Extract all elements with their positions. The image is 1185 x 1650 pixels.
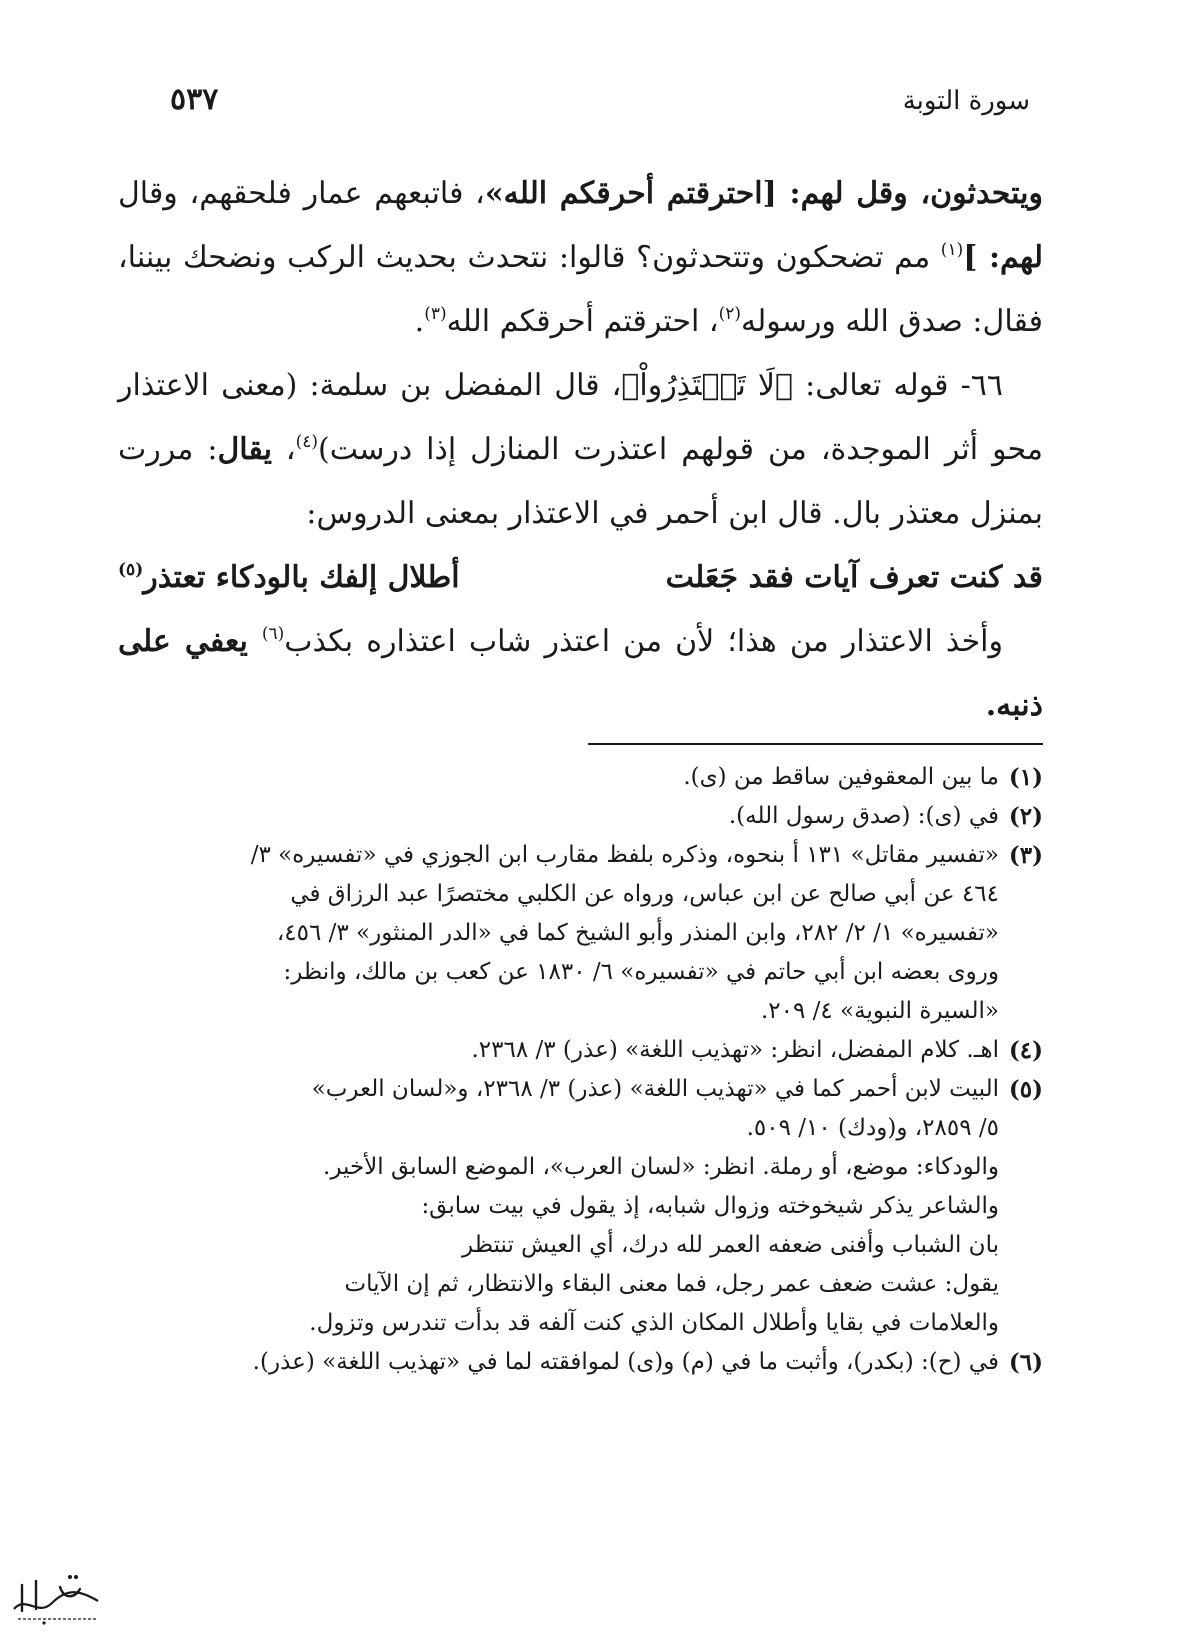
footnote-line: ٥/ ٢٨٥٩، و(ودك) ١٠/ ٥٠٩. bbox=[746, 1115, 999, 1141]
footnote-line: البيت لابن أحمر كما في «تهذيب اللغة» (عذر) ٣/ ٢٣٦٨، و«لسان العرب» bbox=[311, 1076, 999, 1102]
poem-hemistich-1: بان الشباب وأفنى ضعفه العمر bbox=[710, 1232, 999, 1258]
text-run: ، فاتبعهم عمار فلحقهم، وقال bbox=[118, 176, 485, 211]
poetry-verse bbox=[118, 546, 1043, 610]
footnote-ref-3[interactable]: (٣) bbox=[424, 304, 447, 324]
footnote-line: وروى بعضه ابن أبي حاتم في «تفسيره» ٦/ ١٨٣٠ عن كعب بن مالك، وانظر: bbox=[283, 959, 999, 985]
verse-hemistich-1: قد كنت تعرف آيات فقد جَعَلت bbox=[665, 560, 1043, 595]
text-run: وأخذ الاعتذار من هذا؛ لأن من اعتذر شاب اعتذاره بكذب bbox=[284, 624, 1003, 659]
main-text bbox=[118, 162, 1043, 738]
footnote-line: والشاعر يذكر شيخوخته وزوال شبابه، إذ يقول في بيت سابق: bbox=[421, 1193, 999, 1219]
text-run: ٦٦- قوله تعالى: ﴿لَا تَعۡتَذِرُواْ﴾، قال المفضل بن سلمة: (معنى الاعتذار محو أثر الموجدة، من قولهم اعتذرت المنازل إذا درست) bbox=[118, 368, 1044, 467]
footnote-number: (٣) bbox=[1008, 842, 1043, 869]
paragraph-1 bbox=[118, 162, 1043, 354]
bold-phrase: ويتحدثون، وقل لهم: [احترقتم أحرقكم الله» bbox=[484, 176, 1044, 211]
footnote-line: ٤٦٤ عن أبي صالح عن ابن عباس، ورواه عن الكلبي مختصرًا عبد الرزاق في bbox=[290, 881, 999, 907]
footnote-2 bbox=[118, 797, 1043, 836]
bold-phrase: يقال bbox=[217, 432, 272, 467]
footnote-number: (١) bbox=[1008, 764, 1043, 791]
footnote-number: (٤) bbox=[1008, 1037, 1043, 1064]
paragraph-3 bbox=[118, 610, 1043, 738]
footnote-poem bbox=[229, 1226, 999, 1265]
footnote-line: والعلامات في بقايا وأطلال المكان الذي كنت آلفه قد بدأت تندرس وتزول. bbox=[309, 1310, 999, 1336]
footnote-line: «السيرة النبوية» ٤/ ٢٠٩. bbox=[760, 998, 999, 1024]
page-header bbox=[170, 82, 1030, 132]
text-run: مم تضحكون وتتحدثون؟ قالوا: نتحدث بحديث الركب ونضحك بيننا، فقال: صدق الله ورسوله bbox=[118, 240, 1043, 339]
footnote-line: «تفسير مقاتل» ١٣١ أ بنحوه، وذكره بلفظ مقارب ابن الجوزي في «تفسيره» ٣/ bbox=[250, 842, 999, 868]
footnote-line: ما بين المعقوفين ساقط من (ى). bbox=[683, 764, 999, 790]
poem-hemistich-2: لله درك، أي العيش تنتظر bbox=[462, 1232, 703, 1258]
footnote-ref-4[interactable]: (٤) bbox=[295, 432, 319, 452]
footnote-number: (٢) bbox=[1008, 803, 1043, 830]
footnote-ref-1[interactable]: (١) bbox=[940, 240, 964, 260]
library-seal-logo bbox=[8, 1565, 104, 1629]
text-run: ، احترقتم أحرقكم الله bbox=[446, 304, 719, 339]
footnote-line: يقول: عشت ضعف عمر رجل، فما معنى البقاء والانتظار، ثم إن الآيات bbox=[344, 1271, 999, 1297]
text-run: ، bbox=[285, 432, 296, 467]
footnote-1 bbox=[118, 758, 1043, 797]
footnote-line: في (ى): (صدق رسول الله). bbox=[728, 803, 999, 829]
footnote-ref-6[interactable]: (٦) bbox=[261, 624, 285, 644]
bold-phrase: يعفي على ذنبه. bbox=[118, 624, 1043, 723]
footnote-line: والودكاء: موضع، أو رملة. انظر: «لسان العرب»، الموضع السابق الأخير. bbox=[323, 1154, 999, 1180]
verse-hemistich-2: أطلال إلفك بالودكاء تعتذر$^{(٥)}$ bbox=[118, 560, 460, 595]
footnote-divider bbox=[588, 743, 1043, 745]
paragraph-2 bbox=[118, 354, 1043, 546]
footnote-5 bbox=[118, 1070, 1043, 1343]
footnote-number: (٥) bbox=[1008, 1076, 1043, 1103]
footnote-3 bbox=[118, 836, 1043, 1031]
footnote-4 bbox=[118, 1031, 1043, 1070]
footnote-ref-2[interactable]: (٢) bbox=[718, 304, 741, 324]
footnote-number: (٦) bbox=[1008, 1349, 1043, 1376]
text-run: . bbox=[414, 304, 425, 339]
footnote-line: في (ح): (بكدر)، وأثبت ما في (م) و(ى) لموافقته لما في «تهذيب اللغة» (عذر). bbox=[252, 1349, 999, 1375]
footnote-ref-5[interactable]: (٥) bbox=[118, 560, 144, 580]
footnotes bbox=[118, 758, 1043, 1382]
page-number: ٥٣٧ bbox=[170, 82, 219, 117]
footnote-line: اهـ. كلام المفضل، انظر: «تهذيب اللغة» (عذر) ٣/ ٢٣٦٨. bbox=[471, 1037, 999, 1063]
footnote-6 bbox=[118, 1343, 1043, 1382]
footnote-line: «تفسيره» ١/ ٢/ ٢٨٢، وابن المنذر وأبو الشيخ كما في «الدر المنثور» ٣/ ٤٥٦، bbox=[276, 920, 999, 946]
surah-title: سورة التوبة bbox=[902, 86, 1030, 116]
bold-phrase: لهم: ] bbox=[963, 240, 1043, 275]
text-run: : مررت بمنزل معتذر بال. قال ابن أحمر في الاعتذار بمعنى الدروس: bbox=[118, 432, 1043, 531]
